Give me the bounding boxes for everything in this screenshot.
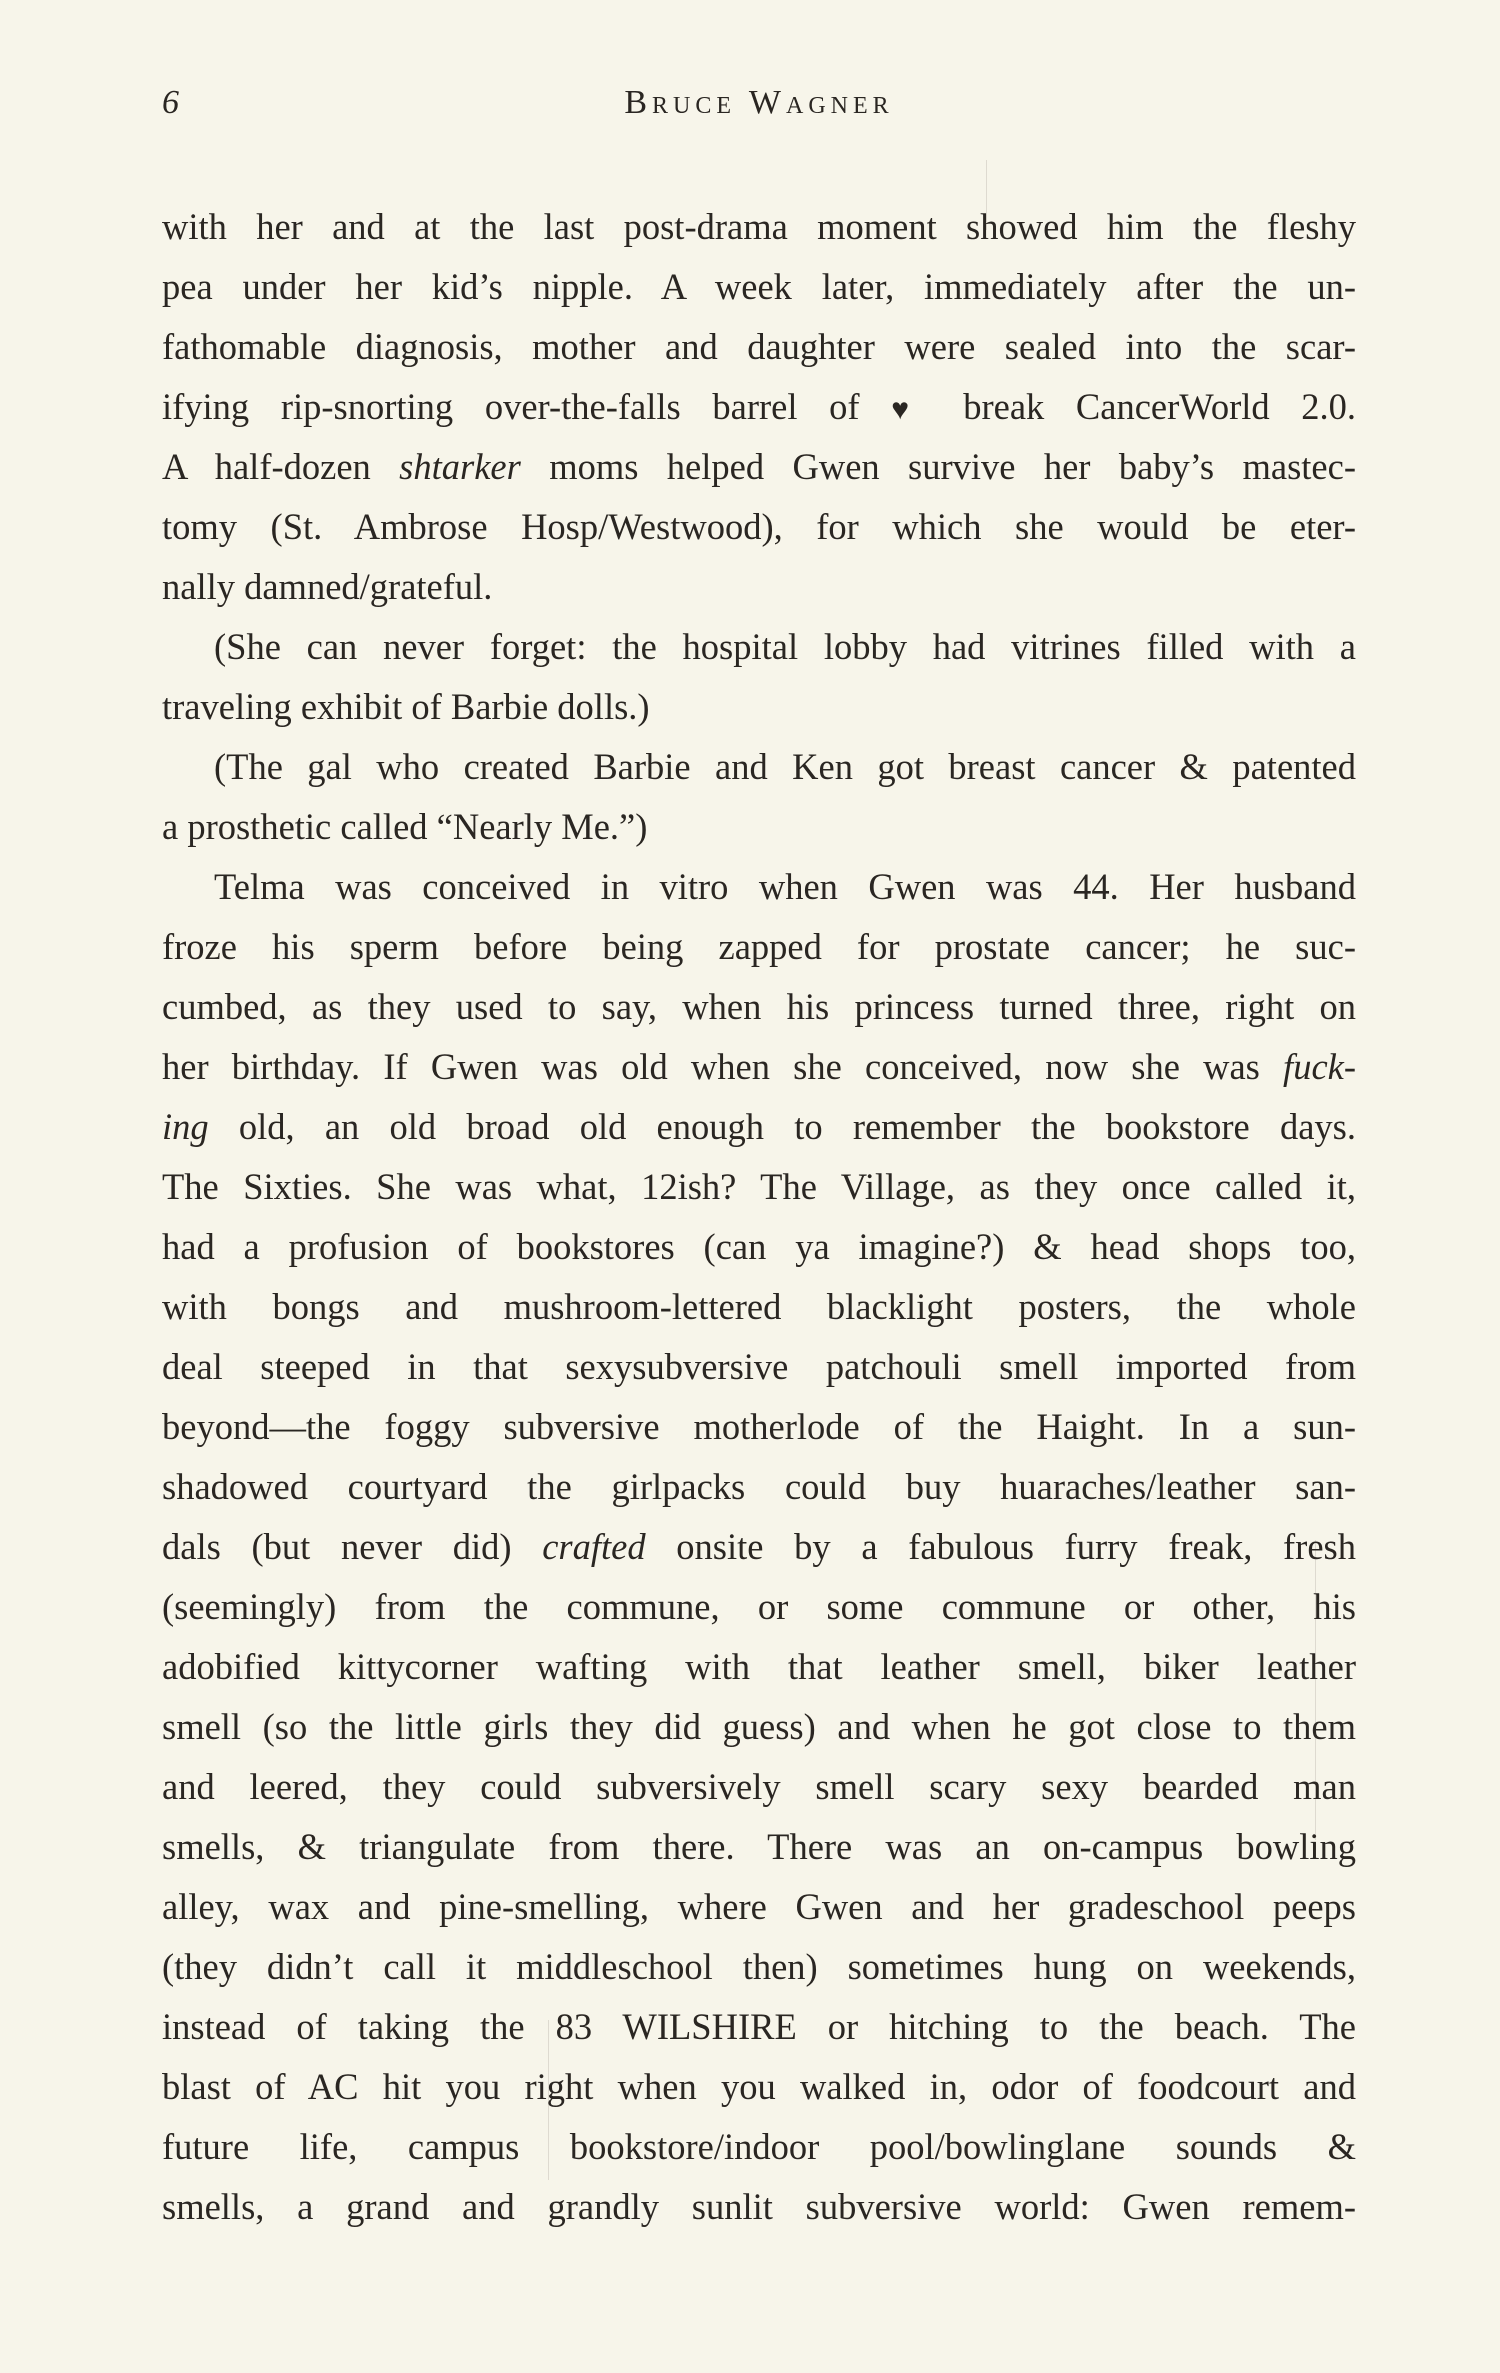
text-line — [162, 977, 1356, 1037]
italic-text: shtarker — [399, 446, 521, 487]
text-line — [162, 1397, 1356, 1457]
text-line — [162, 2177, 1356, 2237]
text-line — [162, 1157, 1356, 1217]
scan-artifact-line — [986, 160, 987, 230]
text-segment: with bongs and mushroom-lettered blacklight posters, the whole — [162, 1286, 1356, 1327]
text-line — [162, 1517, 1356, 1577]
text-segment: cumbed, as they used to say, when his princess turned three, right on — [162, 986, 1356, 1027]
text-segment: alley, wax and pine-smelling, where Gwen and her gradeschool peeps — [162, 1886, 1356, 1927]
heart-icon: ♥ — [891, 393, 932, 426]
text-line — [162, 857, 1356, 917]
text-segment: moms helped Gwen survive her baby’s mastec- — [520, 446, 1356, 487]
text-segment: (they didn’t call it middleschool then) sometimes hung on weekends, — [162, 1946, 1356, 1987]
text-line — [162, 1457, 1356, 1517]
text-line — [162, 797, 1356, 857]
text-segment: smell (so the little girls they did guess) and when he got close to them — [162, 1706, 1356, 1747]
text-segment: break CancerWorld 2.0. — [931, 386, 1357, 427]
text-segment: nally damned/grateful. — [162, 566, 493, 607]
text-line — [162, 1337, 1356, 1397]
italic-text: fuck- — [1283, 1046, 1356, 1087]
text-segment: tomy (St. Ambrose Hosp/Westwood), for which she would be eter- — [162, 506, 1356, 547]
text-segment: beyond—the foggy subversive motherlode of the Haight. In a sun- — [162, 1406, 1356, 1447]
text-line — [162, 257, 1356, 317]
text-segment: adobified kittycorner wafting with that leather smell, biker leather — [162, 1646, 1356, 1687]
page-number: 6 — [162, 84, 179, 121]
text-line — [162, 1577, 1356, 1637]
text-line — [162, 1277, 1356, 1337]
text-line — [162, 497, 1356, 557]
page-header — [162, 84, 1356, 144]
text-segment: (seemingly) from the commune, or some commune or other, his — [162, 1586, 1356, 1627]
text-segment: froze his sperm before being zapped for prostate cancer; he suc- — [162, 926, 1356, 967]
text-line — [162, 317, 1356, 377]
text-segment: smells, a grand and grandly sunlit subversive world: Gwen remem- — [162, 2186, 1356, 2227]
text-line — [162, 557, 1356, 617]
text-segment: her birthday. If Gwen was old when she conceived, now she was — [162, 1046, 1284, 1087]
text-segment: a prosthetic called “Nearly Me.”) — [162, 806, 648, 847]
text-line — [162, 2117, 1356, 2177]
text-segment: dals (but never did) — [162, 1526, 543, 1567]
text-line — [162, 1217, 1356, 1277]
text-segment: old, an old broad old enough to remember the bookstore days. — [208, 1106, 1356, 1147]
body-text — [162, 197, 1356, 2237]
text-segment: The Sixties. She was what, 12ish? The Village, as they once called it, — [162, 1166, 1356, 1207]
text-line — [162, 197, 1356, 257]
italic-text: ing — [162, 1106, 209, 1147]
text-segment: and leered, they could subversively smell scary sexy bearded man — [162, 1766, 1356, 1807]
text-line — [162, 737, 1356, 797]
text-line — [162, 2057, 1356, 2117]
text-line — [162, 437, 1356, 497]
text-line — [162, 1097, 1356, 1157]
scan-artifact-line — [548, 2020, 549, 2180]
text-line — [162, 617, 1356, 677]
text-segment: with her and at the last post-drama moment showed him the fleshy — [162, 206, 1356, 247]
text-line — [162, 1757, 1356, 1817]
text-segment: smells, & triangulate from there. There was an on-campus bowling — [162, 1826, 1356, 1867]
text-line — [162, 917, 1356, 977]
text-segment: traveling exhibit of Barbie dolls.) — [162, 686, 650, 727]
text-segment: deal steeped in that sexysubversive patchouli smell imported from — [162, 1346, 1356, 1387]
text-segment: fathomable diagnosis, mother and daughter were sealed into the scar- — [162, 326, 1356, 367]
text-segment: ifying rip-snorting over-the-falls barrel of — [162, 386, 892, 427]
text-segment: onsite by a fabulous furry freak, fresh — [645, 1526, 1356, 1567]
scan-artifact-line — [1315, 1540, 1316, 1840]
text-segment: had a profusion of bookstores (can ya imagine?) & head shops too, — [162, 1226, 1356, 1267]
text-line — [162, 1637, 1356, 1697]
text-segment: blast of AC hit you right when you walked in, odor of foodcourt and — [162, 2066, 1356, 2107]
running-head-author: Bruce Wagner — [624, 84, 894, 121]
text-segment: shadowed courtyard the girlpacks could buy huaraches/leather san- — [162, 1466, 1356, 1507]
italic-text: crafted — [542, 1526, 646, 1567]
text-segment: (She can never forget: the hospital lobby had vitrines filled with a — [214, 626, 1356, 667]
text-line — [162, 1877, 1356, 1937]
text-line — [162, 1817, 1356, 1877]
text-line — [162, 1997, 1356, 2057]
text-segment: instead of taking the 83 WILSHIRE or hitching to the beach. The — [162, 2006, 1356, 2047]
text-line — [162, 677, 1356, 737]
text-line — [162, 377, 1356, 437]
text-segment: A half-dozen — [162, 446, 400, 487]
text-segment: future life, campus bookstore/indoor pool/bowlinglane sounds & — [162, 2126, 1356, 2167]
text-segment: pea under her kid’s nipple. A week later, immediately after the un- — [162, 266, 1356, 307]
text-line — [162, 1037, 1356, 1097]
text-line — [162, 1937, 1356, 1997]
text-segment: (The gal who created Barbie and Ken got breast cancer & patented — [214, 746, 1356, 787]
text-segment: Telma was conceived in vitro when Gwen was 44. Her husband — [214, 866, 1356, 907]
text-line — [162, 1697, 1356, 1757]
